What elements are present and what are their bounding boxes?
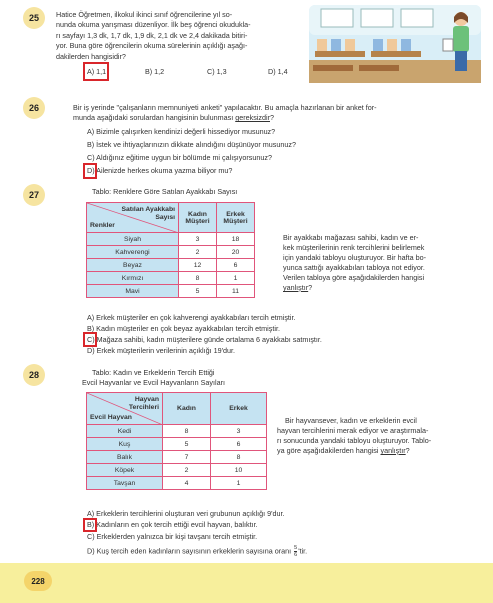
- q27-col-men: Erkek Müşteri: [217, 203, 255, 233]
- cell: 3: [179, 233, 217, 246]
- cell: 6: [217, 259, 255, 272]
- q28-option-a[interactable]: A) Erkeklerin tercihlerini oluşturan veri grubunun açıklığı 9'dur.: [87, 509, 285, 518]
- table-row: [87, 272, 255, 285]
- table-row: [87, 425, 267, 438]
- question-27-number: 27: [23, 184, 45, 206]
- cell: 10: [211, 464, 267, 477]
- q26-answer-mark: [83, 163, 97, 179]
- q27-desc-end: ?: [308, 283, 313, 292]
- fraction-numerator: 5: [294, 545, 298, 551]
- q28-option-d[interactable]: [87, 545, 307, 558]
- fraction-denominator: 6: [294, 552, 298, 558]
- row-label: Kırmızı: [87, 272, 179, 285]
- q25-line: nunda okuma yarışması düzenliyor. İlk beş öğrenci okudukla-: [56, 20, 251, 30]
- q26-option-b[interactable]: B) İstek ve ihtiyaçlarınızın dikkate alındığını düşünüyor musunuz?: [87, 140, 296, 149]
- q27-option-a[interactable]: A) Erkek müşteriler en çok kahverengi ayakkabıları tercih etmiştir.: [87, 313, 296, 322]
- page-number: 228: [24, 571, 52, 591]
- cell: 7: [163, 451, 211, 464]
- row-label: Tavşan: [87, 477, 163, 490]
- row-label: Kedi: [87, 425, 163, 438]
- q25-answer-mark: [83, 62, 109, 81]
- cell: 2: [163, 464, 211, 477]
- cell: 1: [217, 272, 255, 285]
- question-25-number: 25: [23, 7, 45, 29]
- q27-option-b[interactable]: B) Kadın müşteriler en çok beyaz ayakkabıları tercih etmiştir.: [87, 324, 280, 333]
- cell: 5: [179, 285, 217, 298]
- question-26-text: [73, 103, 483, 124]
- table-row: [87, 246, 255, 259]
- q28-col-men: Erkek: [211, 393, 267, 425]
- q25-line: yor. Buna göre öğrencilerin okuma sürelerinin açıklığı aşağı-: [56, 41, 248, 51]
- q27-option-d[interactable]: D) Erkek müşterilerin verilerinin açıklığı 19'dur.: [87, 346, 235, 355]
- q28-table-title-2: Evcil Hayvanlar ve Evcil Hayvanların Sayıları: [82, 378, 226, 387]
- table-row: [87, 259, 255, 272]
- q28-negation: yanlıştır: [380, 446, 406, 455]
- q27-description: [283, 233, 483, 293]
- q28-corner-cell: [87, 393, 163, 425]
- q25-option-a[interactable]: A) 1,1: [87, 67, 107, 76]
- q28-answer-mark: [83, 518, 97, 532]
- cell: 2: [179, 246, 217, 259]
- cell: 8: [179, 272, 217, 285]
- row-label: Beyaz: [87, 259, 179, 272]
- question-28-number: 28: [23, 364, 45, 386]
- cell: 12: [179, 259, 217, 272]
- table-row: [87, 438, 267, 451]
- q25-option-c[interactable]: C) 1,3: [207, 67, 227, 76]
- q28-option-b[interactable]: B) Kadınların en çok tercih ettiği evcil hayvan, balıktır.: [87, 520, 258, 529]
- q27-desc-line: yunca sattığı ayakkabıları tabloya not ediyor.: [283, 263, 425, 272]
- table-row: [87, 451, 267, 464]
- q26-line2-start: munda aşağıdaki sorulardan hangisinin bulunması: [73, 113, 236, 123]
- q27-negation: yanlıştır: [283, 283, 309, 292]
- table-row: [87, 464, 267, 477]
- cell: 8: [211, 451, 267, 464]
- row-label: Siyah: [87, 233, 179, 246]
- cell: 18: [217, 233, 255, 246]
- cell: 6: [211, 438, 267, 451]
- classroom-illustration: [309, 5, 481, 83]
- q26-option-d[interactable]: D) Ailenizde herkes okuma yazma biliyor mu?: [87, 166, 233, 175]
- pet-preference-table: [86, 392, 267, 490]
- footer-band: [0, 563, 493, 603]
- q28-option-c[interactable]: C) Erkeklerden yalnızca bir kişi tavşanı tercih etmiştir.: [87, 532, 258, 541]
- q27-table-title: Tablo: Renklere Göre Satılan Ayakkabı Sayısı: [92, 187, 238, 196]
- question-26-number: 26: [23, 97, 45, 119]
- cell: 11: [217, 285, 255, 298]
- q28-desc-line: rı sonucunda yandaki tabloyu oluşturuyor. Tablo-: [277, 436, 432, 445]
- cell: 3: [211, 425, 267, 438]
- q28-desc-line: [277, 446, 485, 456]
- q27-corner-top: Satılan Ayakkabı Sayısı: [121, 206, 175, 221]
- q27-corner-bottom: Renkler: [90, 222, 115, 229]
- q25-option-d[interactable]: D) 1,4: [268, 67, 288, 76]
- q28-desc-end: ?: [405, 446, 410, 455]
- cell: 1: [211, 477, 267, 490]
- q27-corner-cell: [87, 203, 179, 233]
- q26-option-a[interactable]: A) Bizimle çalışırken kendinizi değerli hissediyor musunuz?: [87, 127, 276, 136]
- q27-answer-mark: [83, 332, 97, 347]
- q27-option-c[interactable]: C) Mağaza sahibi, kadın müşterilere günde ortalama 6 ayakkabı satmıştır.: [87, 335, 322, 344]
- table-row: [87, 285, 255, 298]
- cell: 4: [163, 477, 211, 490]
- row-label: Kahverengi: [87, 246, 179, 259]
- row-label: Mavi: [87, 285, 179, 298]
- q27-desc-line: [283, 283, 483, 293]
- q28-col-women: Kadın: [163, 393, 211, 425]
- cell: 8: [163, 425, 211, 438]
- question-25-text: [56, 10, 306, 62]
- q26-line: Bir iş yerinde "çalışanların memnuniyeti anketi" yapılacaktır. Bu amaçla hazırlanan bir anket for-: [73, 103, 377, 112]
- q28-desc-line: Bir hayvansever, kadın ve erkeklerin evcil: [285, 416, 417, 425]
- q25-line: rı sayfayı 1,3 dk, 1,7 dk, 1,9 dk, 2,1 dk ve 2,4 dakikada bitiri-: [56, 30, 248, 40]
- row-label: Köpek: [87, 464, 163, 477]
- cell: 5: [163, 438, 211, 451]
- shoe-sales-table: [86, 202, 255, 298]
- q28-desc-line: hayvan tercihlerini merak ediyor ve araştırmala-: [277, 426, 429, 435]
- q26-option-c[interactable]: C) Aldığınız eğitime uygun bir bölümde mi çalışıyorsunuz?: [87, 153, 272, 162]
- q25-option-b[interactable]: B) 1,2: [145, 67, 165, 76]
- q27-col-women: Kadın Müşteri: [179, 203, 217, 233]
- q28-table-title-1: Tablo: Kadın ve Erkeklerin Tercih Ettiği: [92, 368, 215, 377]
- q26-negation: gereksizdir: [235, 113, 270, 123]
- q28-desc-last-start: ya göre aşağıdakilerden hangisi: [277, 446, 381, 455]
- q25-line: dakilerden hangisidir?: [56, 51, 126, 61]
- ratio-fraction: [294, 545, 297, 558]
- q27-desc-line: Bir ayakkabı mağazası sahibi, kadın ve er-: [283, 233, 419, 242]
- q28-corner-bottom: Evcil Hayvan: [90, 414, 132, 421]
- q26-line2-end: ?: [270, 113, 274, 123]
- q28-description: [277, 416, 485, 456]
- q28-option-d-suffix: 'tir.: [298, 546, 308, 556]
- table-row: [87, 477, 267, 490]
- q27-desc-line: Verilen tabloya göre aşağıdakilerden hangisi: [283, 273, 425, 282]
- table-row: [87, 233, 255, 246]
- q27-desc-line: kek müşterilerinin renk tercihlerini belirlemek: [283, 243, 425, 252]
- q27-desc-line: için yandaki tabloyu oluşturuyor. Bir hafta bo-: [283, 253, 427, 262]
- row-label: Kuş: [87, 438, 163, 451]
- row-label: Balık: [87, 451, 163, 464]
- q28-corner-top: Hayvan Tercihleri: [128, 396, 159, 411]
- q26-line: [73, 113, 483, 123]
- q25-line: Hatice Öğretmen, ilkokul ikinci sınıf öğrencilerine yıl so-: [56, 10, 233, 19]
- cell: 20: [217, 246, 255, 259]
- q28-option-d-text: D) Kuş tercih eden kadınların sayısının erkeklerin sayısına oranı: [87, 546, 294, 556]
